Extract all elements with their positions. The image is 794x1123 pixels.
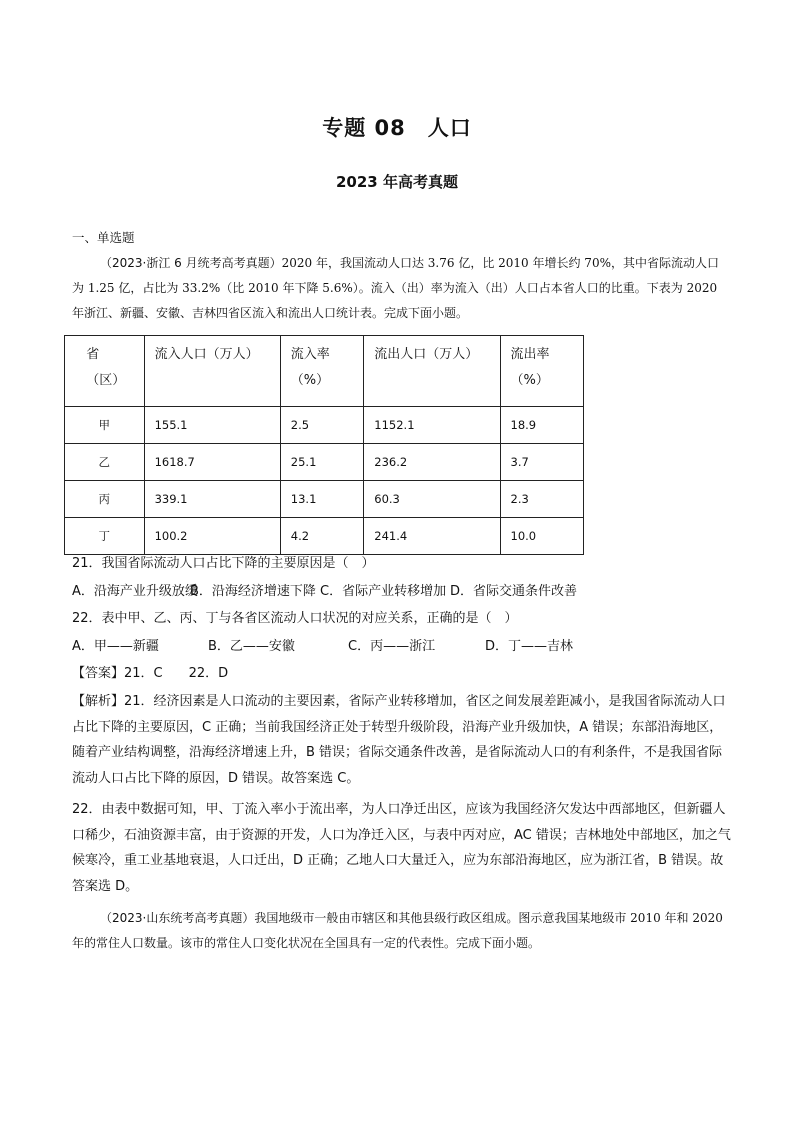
question-21-stem: 21．我国省际流动人口占比下降的主要原因是（ ）: [72, 556, 375, 571]
option-d: D．丁——吉林: [485, 639, 574, 654]
option-a: A．沿海产业升级放缓: [72, 584, 198, 599]
table-cell: 2.3: [500, 481, 584, 518]
option-d: D．省际交通条件改善: [450, 584, 578, 599]
table-row: [65, 518, 584, 555]
table-row: [65, 407, 584, 444]
table-cell: 3.7: [500, 444, 584, 481]
intro2-source: （2023·山东统考高考真题）: [100, 911, 255, 925]
analysis-21: 【解析】21．经济因素是人口流动的主要因素，省际产业转移增加，省区之间发展差距减小，是我国省际流动人口占比下降的主要原因，C 正确；当前我国经济正处于转型升级阶段，沿海产业升级加快，A 错误；东部沿海地区，随着产业结构调整，沿海经济增速上升，B 错误；省际交通条件改善，是省际流动人口的有利条件，不是我国省际流动人口占比下降的原因，D 错误。故答案选 C。: [72, 694, 726, 786]
table-cell: 241.4: [364, 518, 500, 555]
question-22-options: [72, 635, 573, 659]
table-cell: 2.5: [280, 407, 363, 444]
question-22-stem: 22．表中甲、乙、丙、丁与各省区流动人口状况的对应关系，正确的是（ ）: [72, 611, 518, 626]
option-a: A．甲——新疆: [72, 639, 159, 654]
table-header-cell: 流入率（%）: [280, 336, 363, 407]
page-title: 专题 08 人口: [322, 116, 472, 140]
table-cell: 1618.7: [144, 444, 280, 481]
table-cell: 丙: [65, 481, 145, 518]
table-header-cell: 省（区）: [65, 336, 145, 407]
page-subtitle: 2023 年高考真题: [336, 173, 458, 191]
option-b: B．沿海经济增速下降: [190, 584, 316, 599]
option-c: C．省际产业转移增加: [320, 584, 447, 599]
intro-text: 2020 年，我国流动人口达 3.76 亿，比 2010 年增长约 70%，其中省际流动人口为 1.25 亿，占比为 33.2%（比 2010 年下降 5.6%）。流入（出）率为流入（出）人口占本省人口的比重。下表为 2020 年浙江、新疆、安徽、吉林四省区流入和流出人口统计表。完成下面小题。: [72, 256, 719, 320]
table-row: [65, 444, 584, 481]
table-cell: 乙: [65, 444, 145, 481]
question-21-options: [72, 580, 577, 604]
option-c: C．丙——浙江: [348, 639, 436, 654]
answer-line: 【答案】21．C 22．D: [72, 666, 229, 681]
intro-source: （2023·浙江 6 月统考高考真题）: [100, 256, 282, 270]
table-cell: 4.2: [280, 518, 363, 555]
table-header-row: [65, 336, 584, 407]
table-cell: 18.9: [500, 407, 584, 444]
analysis-22: 22．由表中数据可知，甲、丁流入率小于流出率，为人口净迁出区，应该为我国经济欠发达中西部地区，但新疆人口稀少，石油资源丰富，由于资源的开发，人口为净迁入区，与表中丙对应，AC 错误；吉林地处中部地区，加之气候寒冷，重工业基地衰退，人口迁出，D 正确；乙地人口大量迁入，应为东部沿海地区，应为浙江省，B 错误。故答案选 D。: [72, 802, 731, 894]
table-cell: 155.1: [144, 407, 280, 444]
option-b: B．乙——安徽: [208, 639, 295, 654]
table-cell: 339.1: [144, 481, 280, 518]
table-cell: 甲: [65, 407, 145, 444]
table-cell: 60.3: [364, 481, 500, 518]
table-cell: 1152.1: [364, 407, 500, 444]
migration-table: [64, 335, 584, 555]
intro2-text: 我国地级市一般由市辖区和其他县级行政区组成。图示意我国某地级市 2010 年和 2020 年的常住人口数量。该市的常住人口变化状况在全国具有一定的代表性。完成下面小题。: [72, 911, 723, 950]
table-cell: 丁: [65, 518, 145, 555]
table-cell: 10.0: [500, 518, 584, 555]
section-heading: 一、单选题: [72, 230, 135, 245]
intro-paragraph-2: [72, 906, 732, 956]
table-cell: 25.1: [280, 444, 363, 481]
table-header-cell: 流出人口（万人）: [364, 336, 500, 407]
table-cell: 100.2: [144, 518, 280, 555]
table-cell: 236.2: [364, 444, 500, 481]
table-header-cell: 流入人口（万人）: [144, 336, 280, 407]
intro-paragraph: [72, 251, 728, 326]
table-header-cell: 流出率（%）: [500, 336, 584, 407]
table-row: [65, 481, 584, 518]
table-cell: 13.1: [280, 481, 363, 518]
